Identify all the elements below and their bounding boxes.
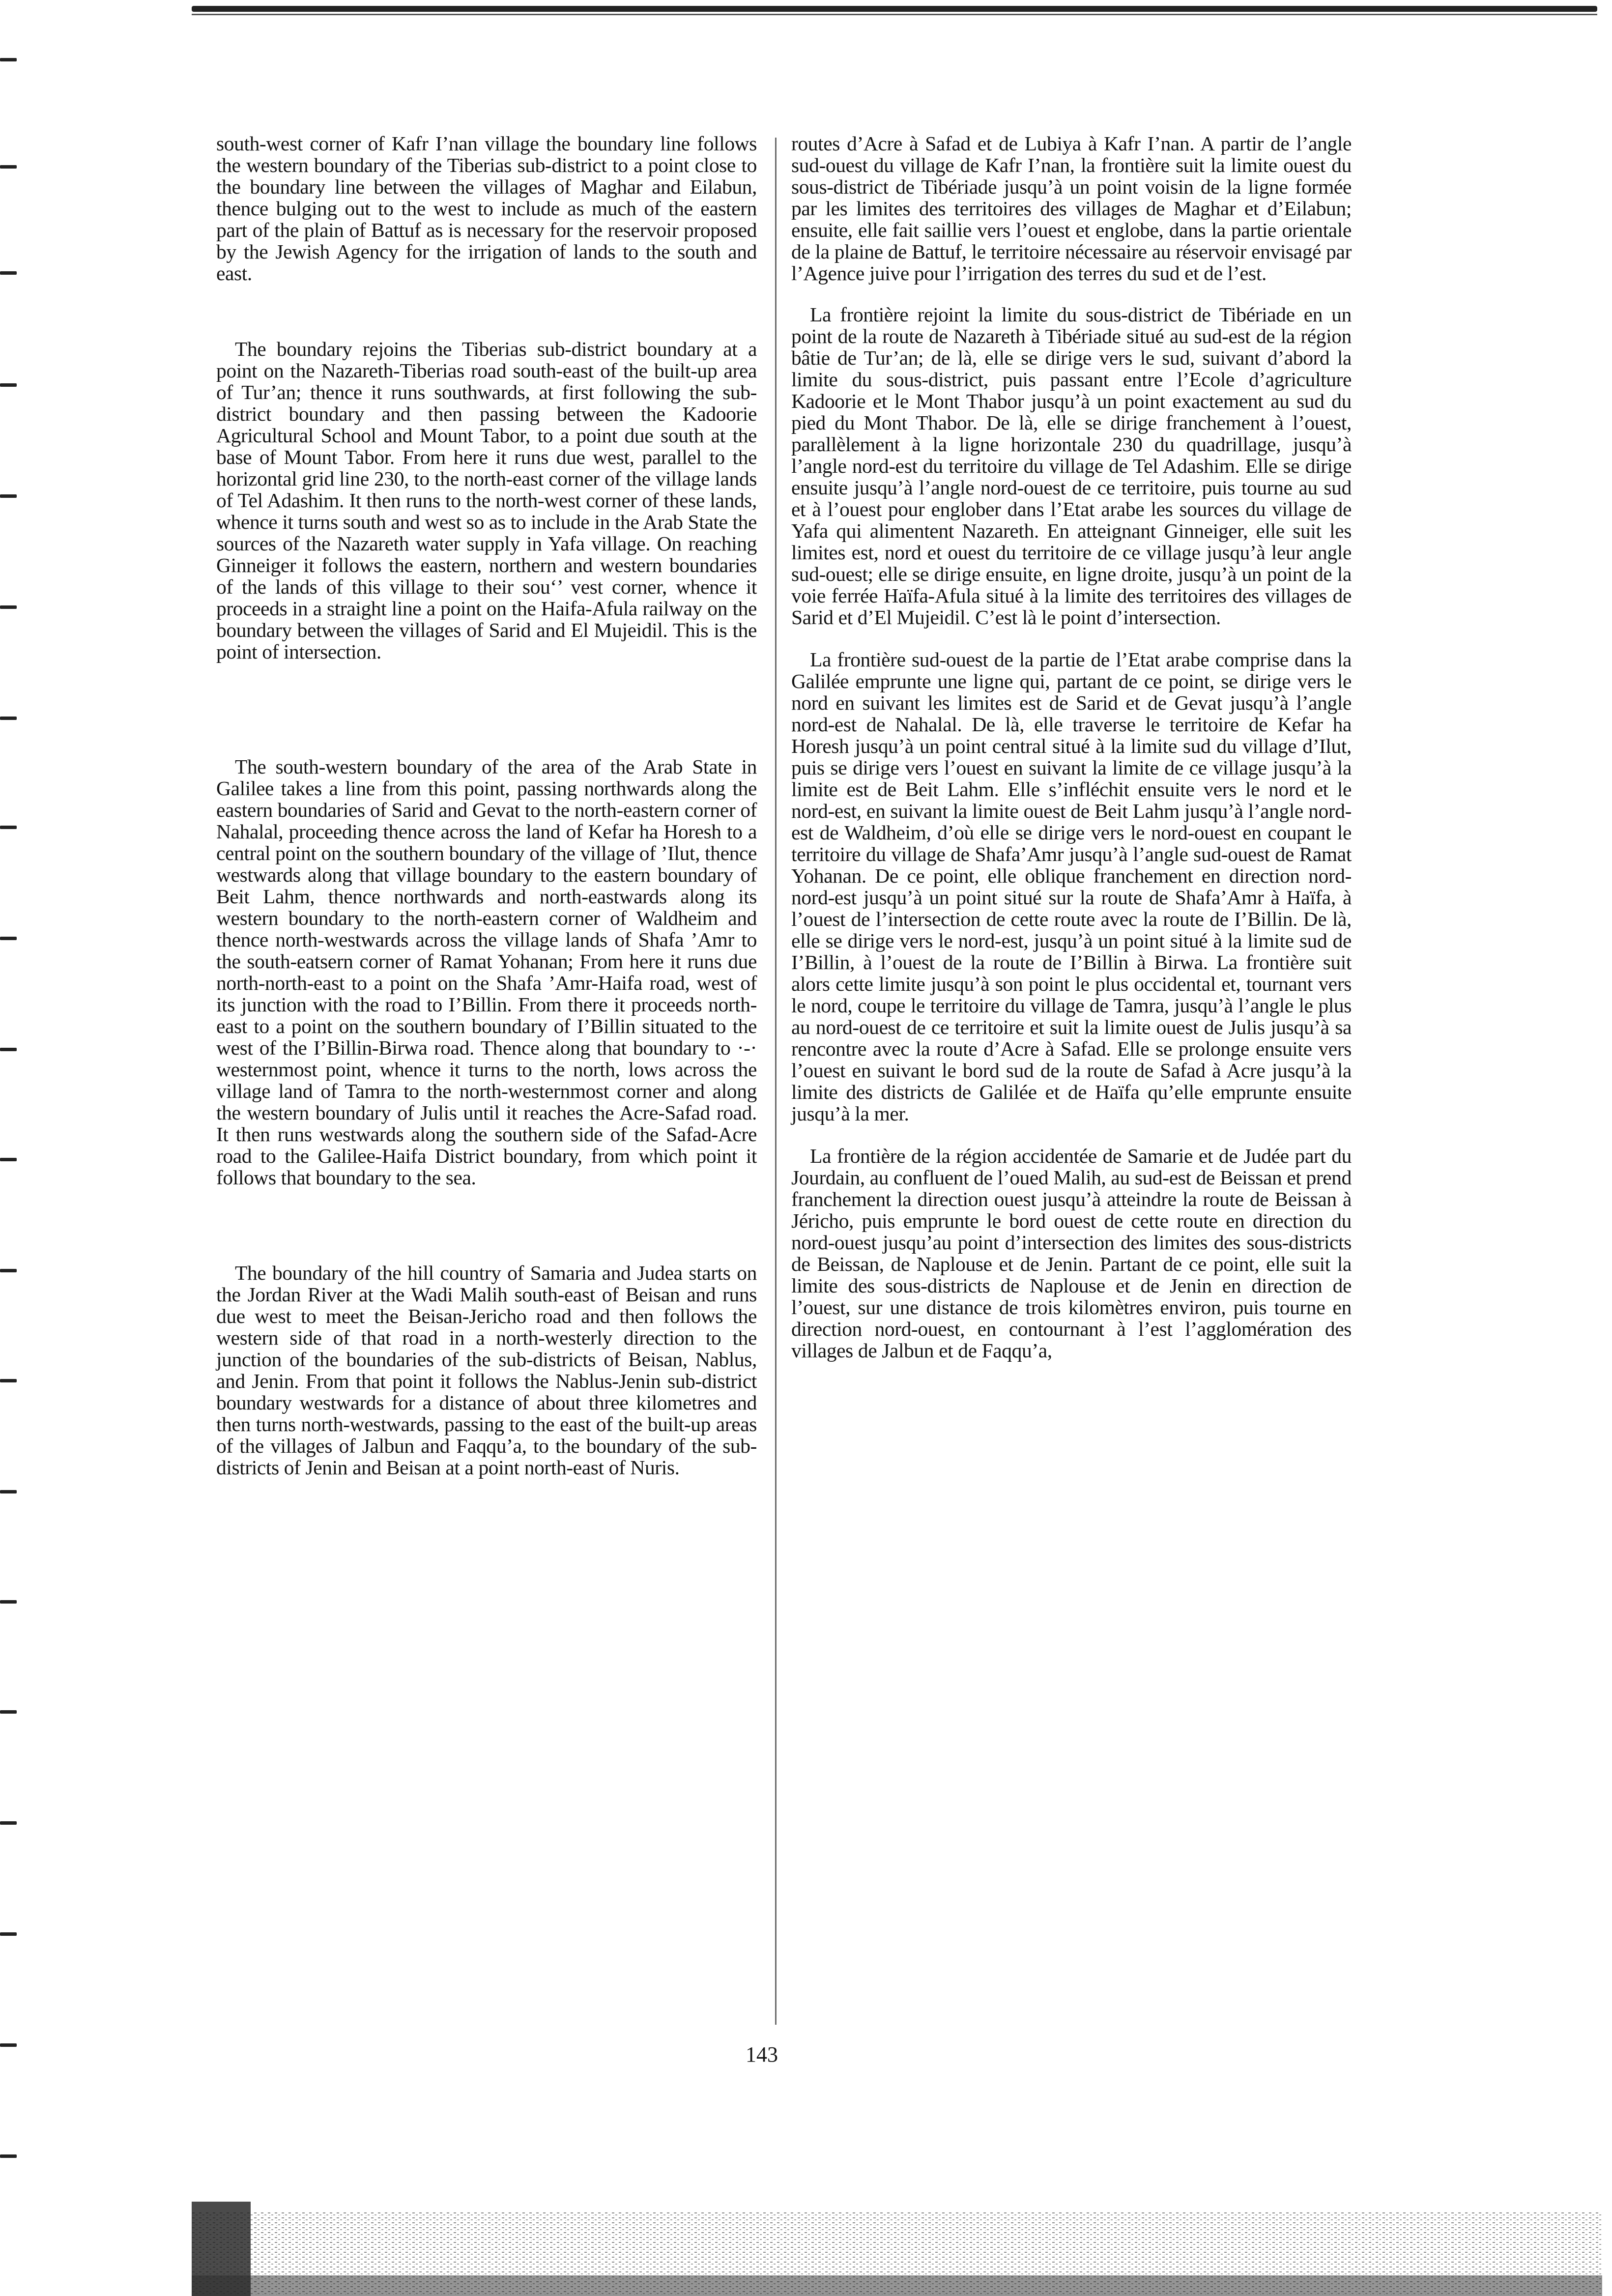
- margin-tick: [0, 1158, 17, 1161]
- margin-tick: [0, 58, 17, 61]
- margin-tick: [0, 937, 17, 940]
- french-paragraph-3: La frontière sud-ouest de la partie de l’Etat arabe comprise dans la Galilée emprunte une ligne qui, partant de ce point, se dirige vers le nord en suivant les limites est de Sarid et de Gevat jusqu’à l’angle nord-est de Nahalal. De là, elle traverse le territoire de Kefar ha Horesh jusqu’à un point central situé à la limite sud du village d’Ilut, puis se dirige vers l’ouest en suivant la limite de ce village jusqu’à la limite est de Beit Lahm. Elle s’infléchit ensuite vers le nord et le nord-est, en suivant la limite ouest de Beit Lahm jusqu’à l’angle nord-est de Waldheim, d’où elle se dirige vers le nord-ouest en coupant le territoire du village de Shafa’Amr jusqu’à l’angle sud-ouest de Ramat Yohanan. De ce point, elle oblique franchement en direction nord-nord-est jusqu’à un point situé sur la route de Shafa’Amr à Haïfa, à l’ouest de l’intersection de cette route avec la route de I’Billin. De là, elle se dirige vers le nord-est, jusqu’à un point situé à la limite sud de I’Billin, à l’ouest de la route de I’Billin à Birwa. La frontière suit alors cette limite jusqu’à son point le plus occidental et, tournant vers le nord, coupe le territoire du village de Tamra, jusqu’à l’angle le plus au nord-ouest de ce territoire et suit la limite ouest de Julis jusqu’à sa rencontre avec la route d’Acre à Safad. Elle se prolonge ensuite vers l’ouest en suivant le bord sud de la route de Safad à Acre jusqu’à la limite des districts de Galilée et de Haïfa qu’elle emprunte ensuite jusqu’à la mer.: [791, 648, 1352, 1125]
- margin-tick: [0, 826, 17, 829]
- top-scan-border: [192, 6, 1597, 12]
- french-column: [791, 133, 1352, 1361]
- column-divider: [775, 138, 777, 2025]
- english-paragraph-1: south-west corner of Kafr I’nan village the boundary line follows the western boundary of the Tiberias sub-district to a point close to the boundary line between the villages of Maghar and Eilabun, thence bulging out to the west to include as much of the eastern part of the plain of Battuf as is necessary for the reservoir proposed by the Jewish Agency for the irrigation of lands to the south and east.: [216, 132, 757, 285]
- bottom-scan-noise: [192, 2202, 1602, 2296]
- margin-tick: [0, 1379, 17, 1382]
- margin-tick: [0, 271, 17, 275]
- margin-tick: [0, 2154, 17, 2158]
- margin-tick: [0, 165, 17, 169]
- french-paragraph-2: La frontière rejoint la limite du sous-district de Tibériade en un point de la route de Nazareth à Tibériade situé au sud-est de la région bâtie de Tur’an; de là, elle se dirige vers le sud, suivant d’abord la limite du sous-district, puis passant entre l’Ecole d’agriculture Kadoorie et le Mont Thabor jusqu’à un point exactement au sud du pied du Mont Thabor. De là, elle se dirige franchement à l’ouest, parallèlement à la ligne horizontale 230 du quadrillage, jusqu’à l’angle nord-est du territoire du village de Tel Adashim. Elle se dirige ensuite jusqu’à l’angle nord-ouest de ce territoire, puis tourne au sud et à l’ouest pour englober dans l’Etat arabe les sources du village de Yafa qui alimentent Nazareth. En atteignant Ginneiger, elle suit les limites est, nord et ouest du territoire de ce village jusqu’à leur angle sud-ouest; elle se dirige ensuite, en ligne droite, jusqu’à un point de la voie ferrée Haïfa-Afula situé à la limite des territoires des villages de Sarid et d’El Mujeidil. C’est là le point d’intersection.: [791, 303, 1352, 629]
- margin-tick: [0, 1490, 17, 1493]
- english-paragraph-2: The boundary rejoins the Tiberias sub-district boundary at a point on the Nazareth-Tiberias road south-east of the built-up area of Tur’an; thence it runs southwards, at first following the sub-district boundary and then passing between the Kadoorie Agricultural School and Mount Tabor, to a point due south at the base of Mount Tabor. From here it runs due west, parallel to the horizontal grid line 230, to the north-east corner of the village lands of Tel Adashim. It then runs to the north-west corner of these lands, whence it turns south and west so as to include in the Arab State the sources of the Nazareth water supply in Yafa village. On reaching Ginneiger it follows the eastern, northern and western boundaries of the lands of this village to their sou‘’ vest corner, whence it proceeds in a straight line a point on the Haifa-Afula railway on the boundary between the villages of Sarid and El Mujeidil. This is the point of intersection.: [216, 338, 757, 663]
- margin-tick: [0, 2043, 17, 2047]
- margin-tick: [0, 1710, 17, 1714]
- english-column: [216, 133, 757, 1478]
- margin-tick: [0, 383, 17, 387]
- margin-tick: [0, 1600, 17, 1604]
- margin-tick: [0, 494, 17, 498]
- margin-tick: [0, 1048, 17, 1051]
- top-scan-border-thin: [192, 14, 1597, 15]
- margin-tick: [0, 605, 17, 609]
- french-paragraph-1: routes d’Acre à Safad et de Lubiya à Kafr I’nan. A partir de l’angle sud-ouest du village de Kafr I’nan, la frontière suit la limite ouest du sous-district de Tibériade jusqu’à un point voisin de la ligne formée par les limites des territoires des villages de Maghar et d’Eilabun; ensuite, elle fait saillie vers l’ouest et englobe, dans la partie orientale de la plaine de Battuf, le territoire nécessaire au réservoir envisagé par l’Agence juive pour l’irrigation des terres du sud et de l’est.: [791, 132, 1352, 285]
- margin-tick: [0, 1821, 17, 1825]
- margin-tick: [0, 1932, 17, 1936]
- english-paragraph-3: The south-western boundary of the area of the Arab State in Galilee takes a line from this point, passing northwards along the eastern boundaries of Sarid and Gevat to the north-eastern corner of Nahalal, proceeding thence across the land of Kefar ha Horesh to a central point on the southern boundary of the village of ’Ilut, thence westwards along that village boundary to the eastern boundary of Beit Lahm, thence northwards and north-eastwards along its western boundary to the north-eastern corner of Waldheim and thence north-westwards across the village lands of Shafa ’Amr to the south-eatsern corner of Ramat Yohanan; From here it runs due north-north-east to a point on the Shafa ’Amr-Haifa road, west of its junction with the road to I’Billin. From there it proceeds north-east to a point on the southern boundary of I’Billin situated to the west of the I’Billin-Birwa road. Thence along that boundary to ·-· westernmost point, whence it turns to the north, lows across the village land of Tamra to the north-westernmost corner and along the western boundary of Julis until it reaches the Acre-Safad road. It then runs westwards along the southern side of the Safad-Acre road to the Galilee-Haifa District boundary, from which point it follows that boundary to the sea.: [216, 755, 757, 1189]
- french-paragraph-4: La frontière de la région accidentée de Samarie et de Judée part du Jourdain, au confluent de l’oued Malih, au sud-est de Beissan et prend franchement la direction ouest jusqu’à atteindre la route de Beissan à Jéricho, puis emprunte le bord ouest de cette route en direction du nord-ouest jusqu’au point d’intersection des limites des sous-districts de Beissan, de Naplouse et de Jenin. Partant de ce point, elle suit la limite des sous-districts de Naplouse et de Jenin en direction de l’ouest, sur une distance de trois kilomètres environ, puis tourne en direction nord-ouest, en contournant à l’est l’agglomération des villages de Jalbun et de Faqqu’a,: [791, 1145, 1352, 1362]
- page-number: 143: [746, 2042, 778, 2066]
- margin-tick: [0, 1269, 17, 1272]
- english-paragraph-4: The boundary of the hill country of Samaria and Judea starts on the Jordan River at the Wadi Malih south-east of Beisan and runs due west to meet the Beisan-Jericho road and then follows the western side of that road in a north-westerly direction to the junction of the boundaries of the sub-districts of Beisan, Nablus, and Jenin. From that point it follows the Nablus-Jenin sub-district boundary westwards for a distance of about three kilometres and then turns north-westwards, passing to the east of the built-up areas of the villages of Jalbun and Faqqu’a, to the boundary of the sub-districts of Jenin and Beisan at a point north-east of Nuris.: [216, 1262, 757, 1479]
- margin-tick: [0, 717, 17, 720]
